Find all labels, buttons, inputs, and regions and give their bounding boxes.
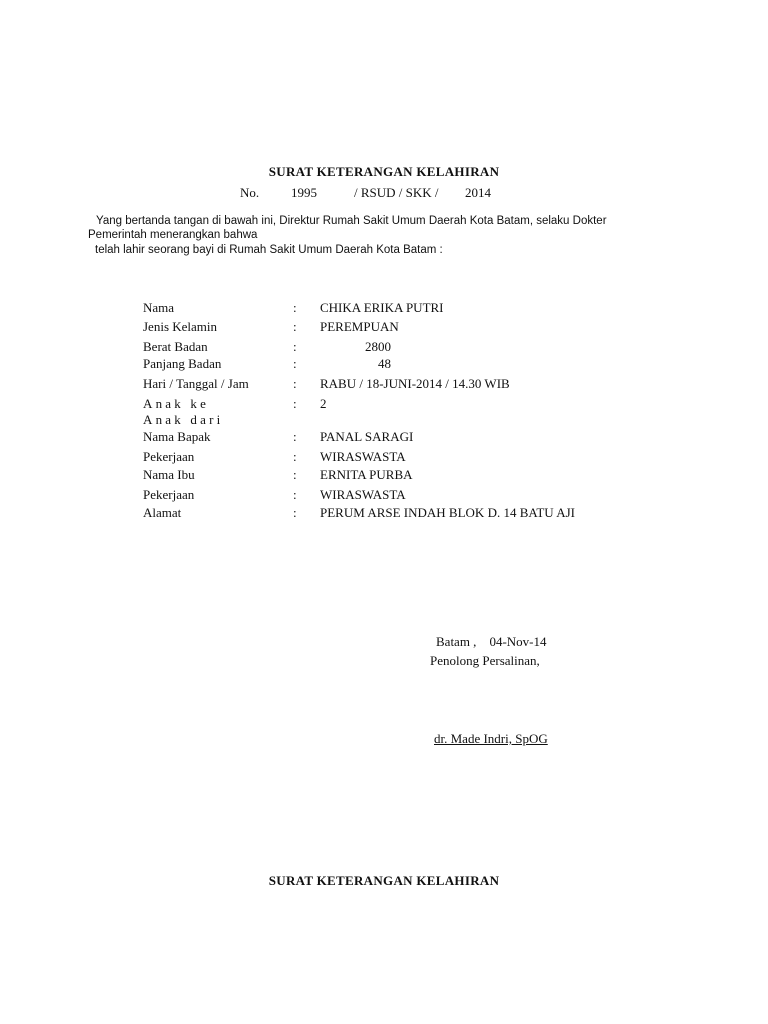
- field-row-berat-badan: [143, 339, 663, 357]
- field-value: RABU / 18-JUNI-2014 / 14.30 WIB: [320, 376, 510, 391]
- field-colon: :: [293, 376, 297, 391]
- document-title: SURAT KETERANGAN KELAHIRAN: [268, 164, 500, 179]
- field-label: Jenis Kelamin: [143, 319, 218, 334]
- field-colon: :: [293, 300, 297, 315]
- issue-date: 04-Nov-14: [489, 634, 547, 649]
- field-value: WIRASWASTA: [320, 449, 406, 464]
- field-label: Pekerjaan: [143, 449, 195, 464]
- number-code: / RSUD / SKK /: [354, 185, 439, 200]
- footer-title: SURAT KETERANGAN KELAHIRAN: [268, 873, 500, 888]
- number-year: 2014: [465, 185, 491, 200]
- field-label: Panjang Badan: [143, 356, 222, 371]
- field-label: Alamat: [143, 505, 182, 520]
- field-colon: :: [293, 487, 297, 502]
- intro-line-1: Yang bertanda tangan di bawah ini, Direktur Rumah Sakit Umum Daerah Kota Batam, selaku Dokter: [96, 215, 607, 227]
- field-row-nama: [143, 300, 663, 318]
- field-value: 48: [378, 356, 391, 371]
- field-colon: :: [293, 429, 297, 444]
- intro-line-2: Pemerintah menerangkan bahwa: [88, 229, 258, 241]
- field-label: Hari / Tanggal / Jam: [143, 376, 249, 391]
- field-label: Pekerjaan: [143, 487, 195, 502]
- field-colon: :: [293, 467, 297, 482]
- field-row-nama-bapak: [143, 429, 663, 447]
- field-label: Nama: [143, 300, 175, 315]
- number-value: 1995: [291, 185, 317, 200]
- field-row-pekerjaan-bapak: [143, 449, 663, 467]
- field-label: Anak dari: [143, 412, 224, 427]
- field-label: Berat Badan: [143, 339, 208, 354]
- field-label: Nama Bapak: [143, 429, 211, 444]
- intro-line-3: telah lahir seorang bayi di Rumah Sakit Umum Daerah Kota Batam :: [95, 244, 443, 256]
- field-colon: :: [293, 396, 297, 411]
- field-row-hari-tanggal-jam: [143, 376, 663, 394]
- field-value: ERNITA PURBA: [320, 467, 413, 482]
- field-row-nama-ibu: [143, 467, 663, 485]
- field-value: PEREMPUAN: [320, 319, 399, 334]
- field-value: CHIKA ERIKA PUTRI: [320, 300, 444, 315]
- field-colon: :: [293, 319, 297, 334]
- field-value: WIRASWASTA: [320, 487, 406, 502]
- field-row-panjang-badan: [143, 356, 663, 374]
- field-label: Anak ke: [143, 396, 210, 411]
- place-name: Batam ,: [436, 634, 477, 649]
- number-label: No.: [240, 185, 260, 200]
- field-colon: :: [293, 505, 297, 520]
- field-row-alamat: [143, 505, 663, 523]
- field-value: 2: [320, 396, 327, 411]
- field-value: PANAL SARAGI: [320, 429, 414, 444]
- field-row-jenis-kelamin: [143, 319, 663, 337]
- field-colon: :: [293, 449, 297, 464]
- signer-name: dr. Made Indri, SpOG: [434, 731, 548, 746]
- helper-title: Penolong Persalinan,: [430, 653, 540, 668]
- field-row-anak-dari: [143, 412, 663, 430]
- field-label: Nama Ibu: [143, 467, 195, 482]
- field-row-pekerjaan-ibu: [143, 487, 663, 505]
- field-colon: :: [293, 339, 297, 354]
- field-value: 2800: [365, 339, 391, 354]
- field-value: PERUM ARSE INDAH BLOK D. 14 BATU AJI: [320, 505, 575, 520]
- place-and-date: [436, 634, 546, 650]
- field-colon: :: [293, 356, 297, 371]
